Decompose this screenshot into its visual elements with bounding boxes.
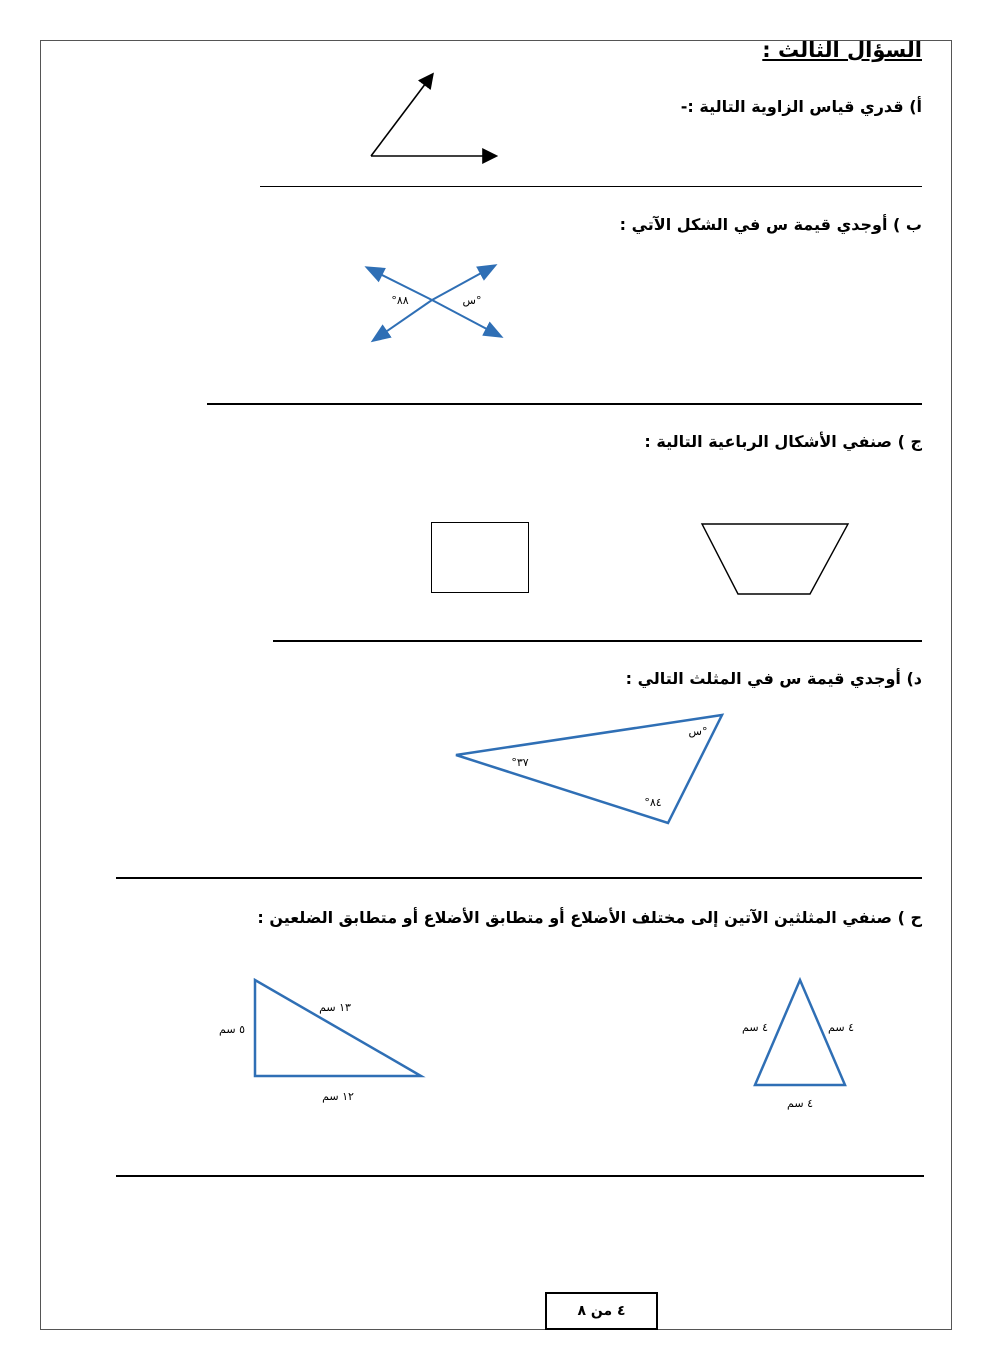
- question-b: ب ) أوجدي قيمة س في الشكل الآتي :: [619, 215, 922, 234]
- equilateral-triangle-figure: [730, 975, 865, 1115]
- answer-line-b: [207, 403, 922, 405]
- right-triangle-figure: [210, 975, 440, 1110]
- triangle-figure-d: [450, 710, 730, 830]
- angle-label-84: °٨٤: [644, 796, 662, 809]
- side-label-left-4: ٤ سم: [742, 1021, 768, 1034]
- angle-label-x: س°: [462, 294, 482, 307]
- trapezoid-shape: [700, 522, 852, 598]
- side-label-right-4: ٤ سم: [828, 1021, 854, 1034]
- page-number-box: [545, 1292, 658, 1330]
- angle-label-37: °٣٧: [511, 756, 529, 769]
- angle-label-x-triangle: س°: [688, 725, 708, 738]
- answer-line-d: [116, 877, 922, 879]
- question-a: أ) قدري قياس الزاوية التالية :-: [680, 97, 922, 116]
- answer-line-a: [260, 186, 922, 187]
- answer-line-c: [273, 640, 922, 642]
- side-label-5: ٥ سم: [219, 1023, 245, 1036]
- side-label-12: ١٢ سم: [322, 1090, 354, 1103]
- angle-label-88: °٨٨: [391, 294, 409, 307]
- question-c: ج ) صنفي الأشكال الرباعية التالية :: [644, 432, 922, 451]
- question-h: ح ) صنفي المثلثين الآتين إلى مختلف الأضلاع أو متطابق الأضلاع أو متطابق الضلعين :: [257, 908, 922, 927]
- intersecting-lines-figure: [360, 258, 510, 350]
- rectangle-shape: [431, 522, 529, 593]
- answer-line-h: [116, 1175, 924, 1177]
- side-label-base-4: ٤ سم: [787, 1097, 813, 1110]
- side-label-13: ١٣ سم: [319, 1001, 351, 1014]
- angle-figure: [360, 65, 510, 170]
- question-d: د) أوجدي قيمة س في المثلث التالي :: [625, 669, 922, 688]
- section-title: السؤال الثالث :: [762, 38, 922, 62]
- page-number: ٤ من ٨: [577, 1303, 626, 1319]
